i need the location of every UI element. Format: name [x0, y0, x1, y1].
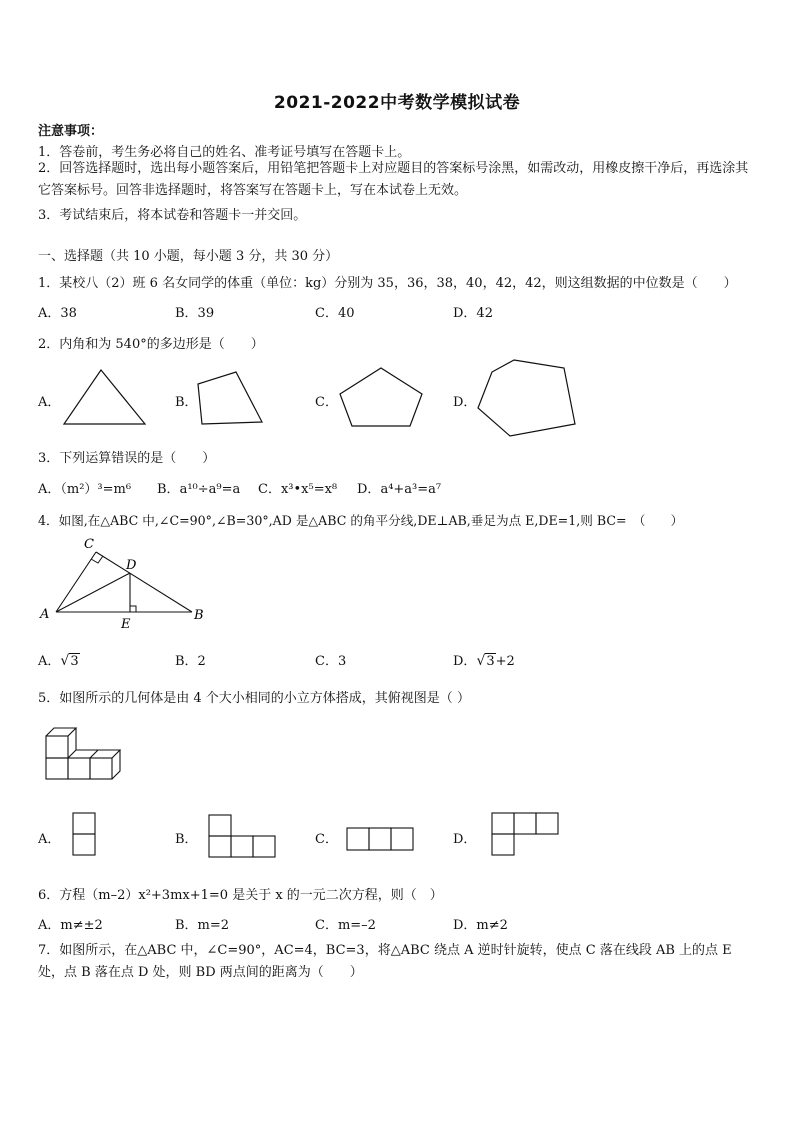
- option-label: D．: [357, 482, 381, 497]
- question-5-option-a: A．: [38, 832, 61, 847]
- question-2-option-d: D．: [453, 395, 477, 410]
- question-2-option-a: A．: [38, 395, 61, 410]
- option-label: A．: [38, 654, 61, 669]
- notice-item-2: 2．回答选择题时，选出每小题答案后，用铅笔把答题卡上对应题目的答案标号涂黑，如需改动，用橡皮擦干净后，再选涂其它答案标号。回答非选择题时，将答案写在答题卡上，写在本试卷上无效。: [38, 161, 749, 198]
- point-b-label: B: [194, 608, 204, 623]
- page-title: 2021-2022中考数学模拟试卷: [273, 93, 521, 113]
- section-heading: 一、选择题（共 10 小题，每小题 3 分，共 30 分）: [38, 249, 339, 264]
- top-view-option-c: [346, 827, 416, 853]
- question-4-option-d: D．√3+2: [453, 653, 515, 669]
- question-3-stem: 3．下列运算错误的是（ ）: [38, 451, 216, 466]
- question-4-option-b: B．2: [175, 654, 206, 669]
- sqrt-expression: √3: [60, 653, 79, 669]
- top-view-option-a: [72, 812, 98, 858]
- question-5-option-b: B．: [175, 832, 198, 847]
- option-label: B．: [157, 482, 180, 497]
- notice-item-3: 3．考试结束后，将本试卷和答题卡一并交回。: [38, 208, 307, 223]
- question-3-option-d: [357, 478, 441, 497]
- question-1-option-a: A．38: [38, 306, 77, 321]
- question-1-option-b: B．39: [175, 306, 215, 321]
- question-6-stem: 6．方程（m–2）x²+3mx+1=0 是关于 x 的一元二次方程，则（ ）: [38, 888, 443, 903]
- point-c-label: C: [84, 537, 94, 552]
- sqrt-expression: √3: [476, 653, 495, 669]
- notice-heading: 注意事项：: [38, 124, 104, 139]
- question-7-stem: 7．如图所示，在△ABC 中，∠C=90°，AC=4，BC=3，将△ABC 绕点 A 逆时针旋转，使点 C 落在线段 AB 上的点 E 处，点 B 落在点 D 处，则 BD 两点间的距离为（ ）: [38, 943, 732, 980]
- option-label: D．: [453, 654, 477, 669]
- question-4-option-a: [38, 650, 80, 669]
- triangle-figure: [62, 368, 152, 428]
- option-label: A．: [38, 482, 61, 497]
- top-view-option-b: [208, 814, 278, 860]
- question-1-option-c: C．40: [315, 306, 355, 321]
- expression: a¹⁰÷a⁹=a: [179, 482, 241, 497]
- top-view-option-d: [491, 812, 561, 858]
- question-6-option-c: C．m=–2: [315, 918, 376, 933]
- question-6-option-d: D．m≠2: [453, 918, 508, 933]
- expression: x³•x⁵=x⁸: [280, 482, 338, 497]
- question-3-option-b: [157, 478, 240, 497]
- question-2-stem: 2．内角和为 540°的多边形是（ ）: [38, 337, 264, 352]
- question-2-option-c: C．: [315, 395, 338, 410]
- question-5-stem: 5．如图所示的几何体是由 4 个大小相同的小立方体搭成，其俯视图是（ ）: [38, 691, 470, 706]
- question-4-option-c: C．3: [315, 654, 347, 669]
- quadrilateral-figure: [196, 370, 266, 428]
- question-1-option-d: D．42: [453, 306, 493, 321]
- question-5-option-c: C．: [315, 832, 338, 847]
- option-label: C．: [258, 482, 281, 497]
- expression: a⁴+a³=a⁷: [380, 482, 442, 497]
- question-6-option-b: B．m=2: [175, 918, 230, 933]
- question-3-option-c: [258, 478, 337, 497]
- point-d-label: D: [126, 558, 137, 573]
- question-2-option-b: B．: [175, 395, 198, 410]
- point-a-label: A: [40, 607, 50, 622]
- question-3-option-a: [38, 478, 131, 497]
- expression: （m²）³=m⁶: [60, 482, 132, 497]
- question-5-option-d: D．: [453, 832, 477, 847]
- question-4-stem: 4．如图,在△ABC 中,∠C=90°,∠B=30°,AD 是△ABC 的角平分线,DE⊥AB,垂足为点 E,DE=1,则 BC= （ ）: [38, 513, 684, 528]
- question-6-option-a: A．m≠±2: [38, 918, 103, 933]
- pentagon-figure: [336, 366, 428, 430]
- cube-solid-figure: [44, 723, 126, 781]
- hexagon-figure: [474, 358, 580, 440]
- notice-item-1: 1．答卷前，考生务必将自己的姓名、准考证号填写在答题卡上。: [38, 145, 411, 160]
- triangle-abc-diagram: [36, 534, 216, 634]
- point-e-label: E: [121, 617, 131, 632]
- question-1-stem: 1．某校八（2）班 6 名女同学的体重（单位：kg）分别为 35，36，38，40，42，42，则这组数据的中位数是（ ）: [38, 276, 737, 291]
